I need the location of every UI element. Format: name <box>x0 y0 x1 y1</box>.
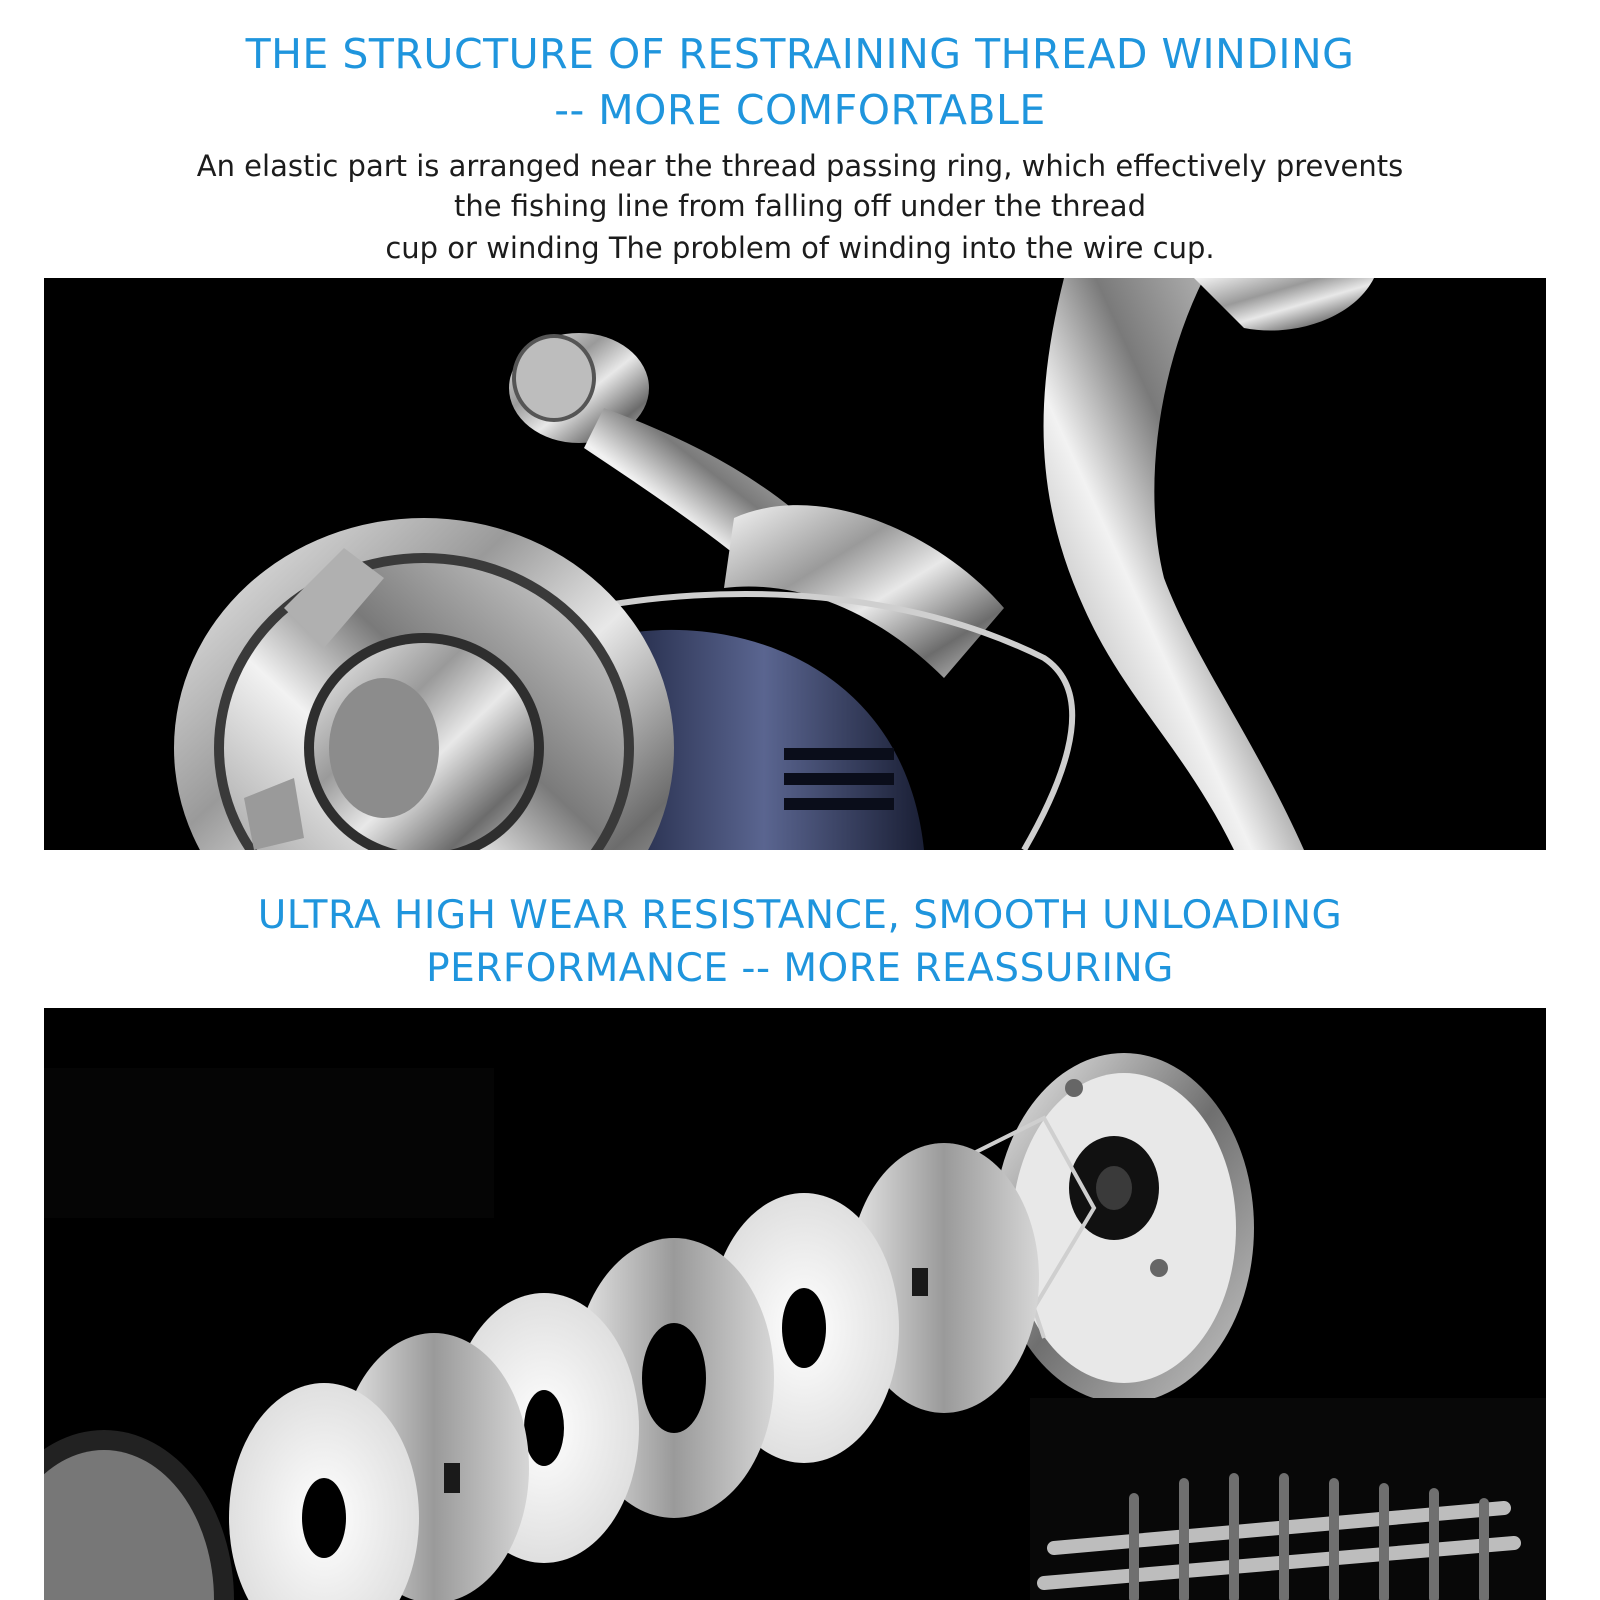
reel-spool-illustration <box>44 278 1546 850</box>
heading-structure-line2: -- MORE COMFORTABLE <box>554 86 1046 134</box>
heading-wear-line1: ULTRA HIGH WEAR RESISTANCE, SMOOTH UNLOADING <box>257 893 1343 938</box>
description-line-2: the fishing line from falling off under the thread <box>453 189 1146 223</box>
reel-spool-photo <box>44 278 1546 850</box>
heading-structure-line1: THE STRUCTURE OF RESTRAINING THREAD WINDING <box>245 30 1355 78</box>
drag-washers-photo <box>44 1008 1546 1600</box>
description-line-3: cup or winding The problem of winding into the wire cup. <box>385 231 1215 265</box>
heading-wear-line2: PERFORMANCE -- MORE REASSURING <box>426 946 1174 991</box>
drag-washer-illustration <box>44 1008 1546 1600</box>
description-line-1: An elastic part is arranged near the thread passing ring, which effectively prevents <box>196 149 1404 183</box>
